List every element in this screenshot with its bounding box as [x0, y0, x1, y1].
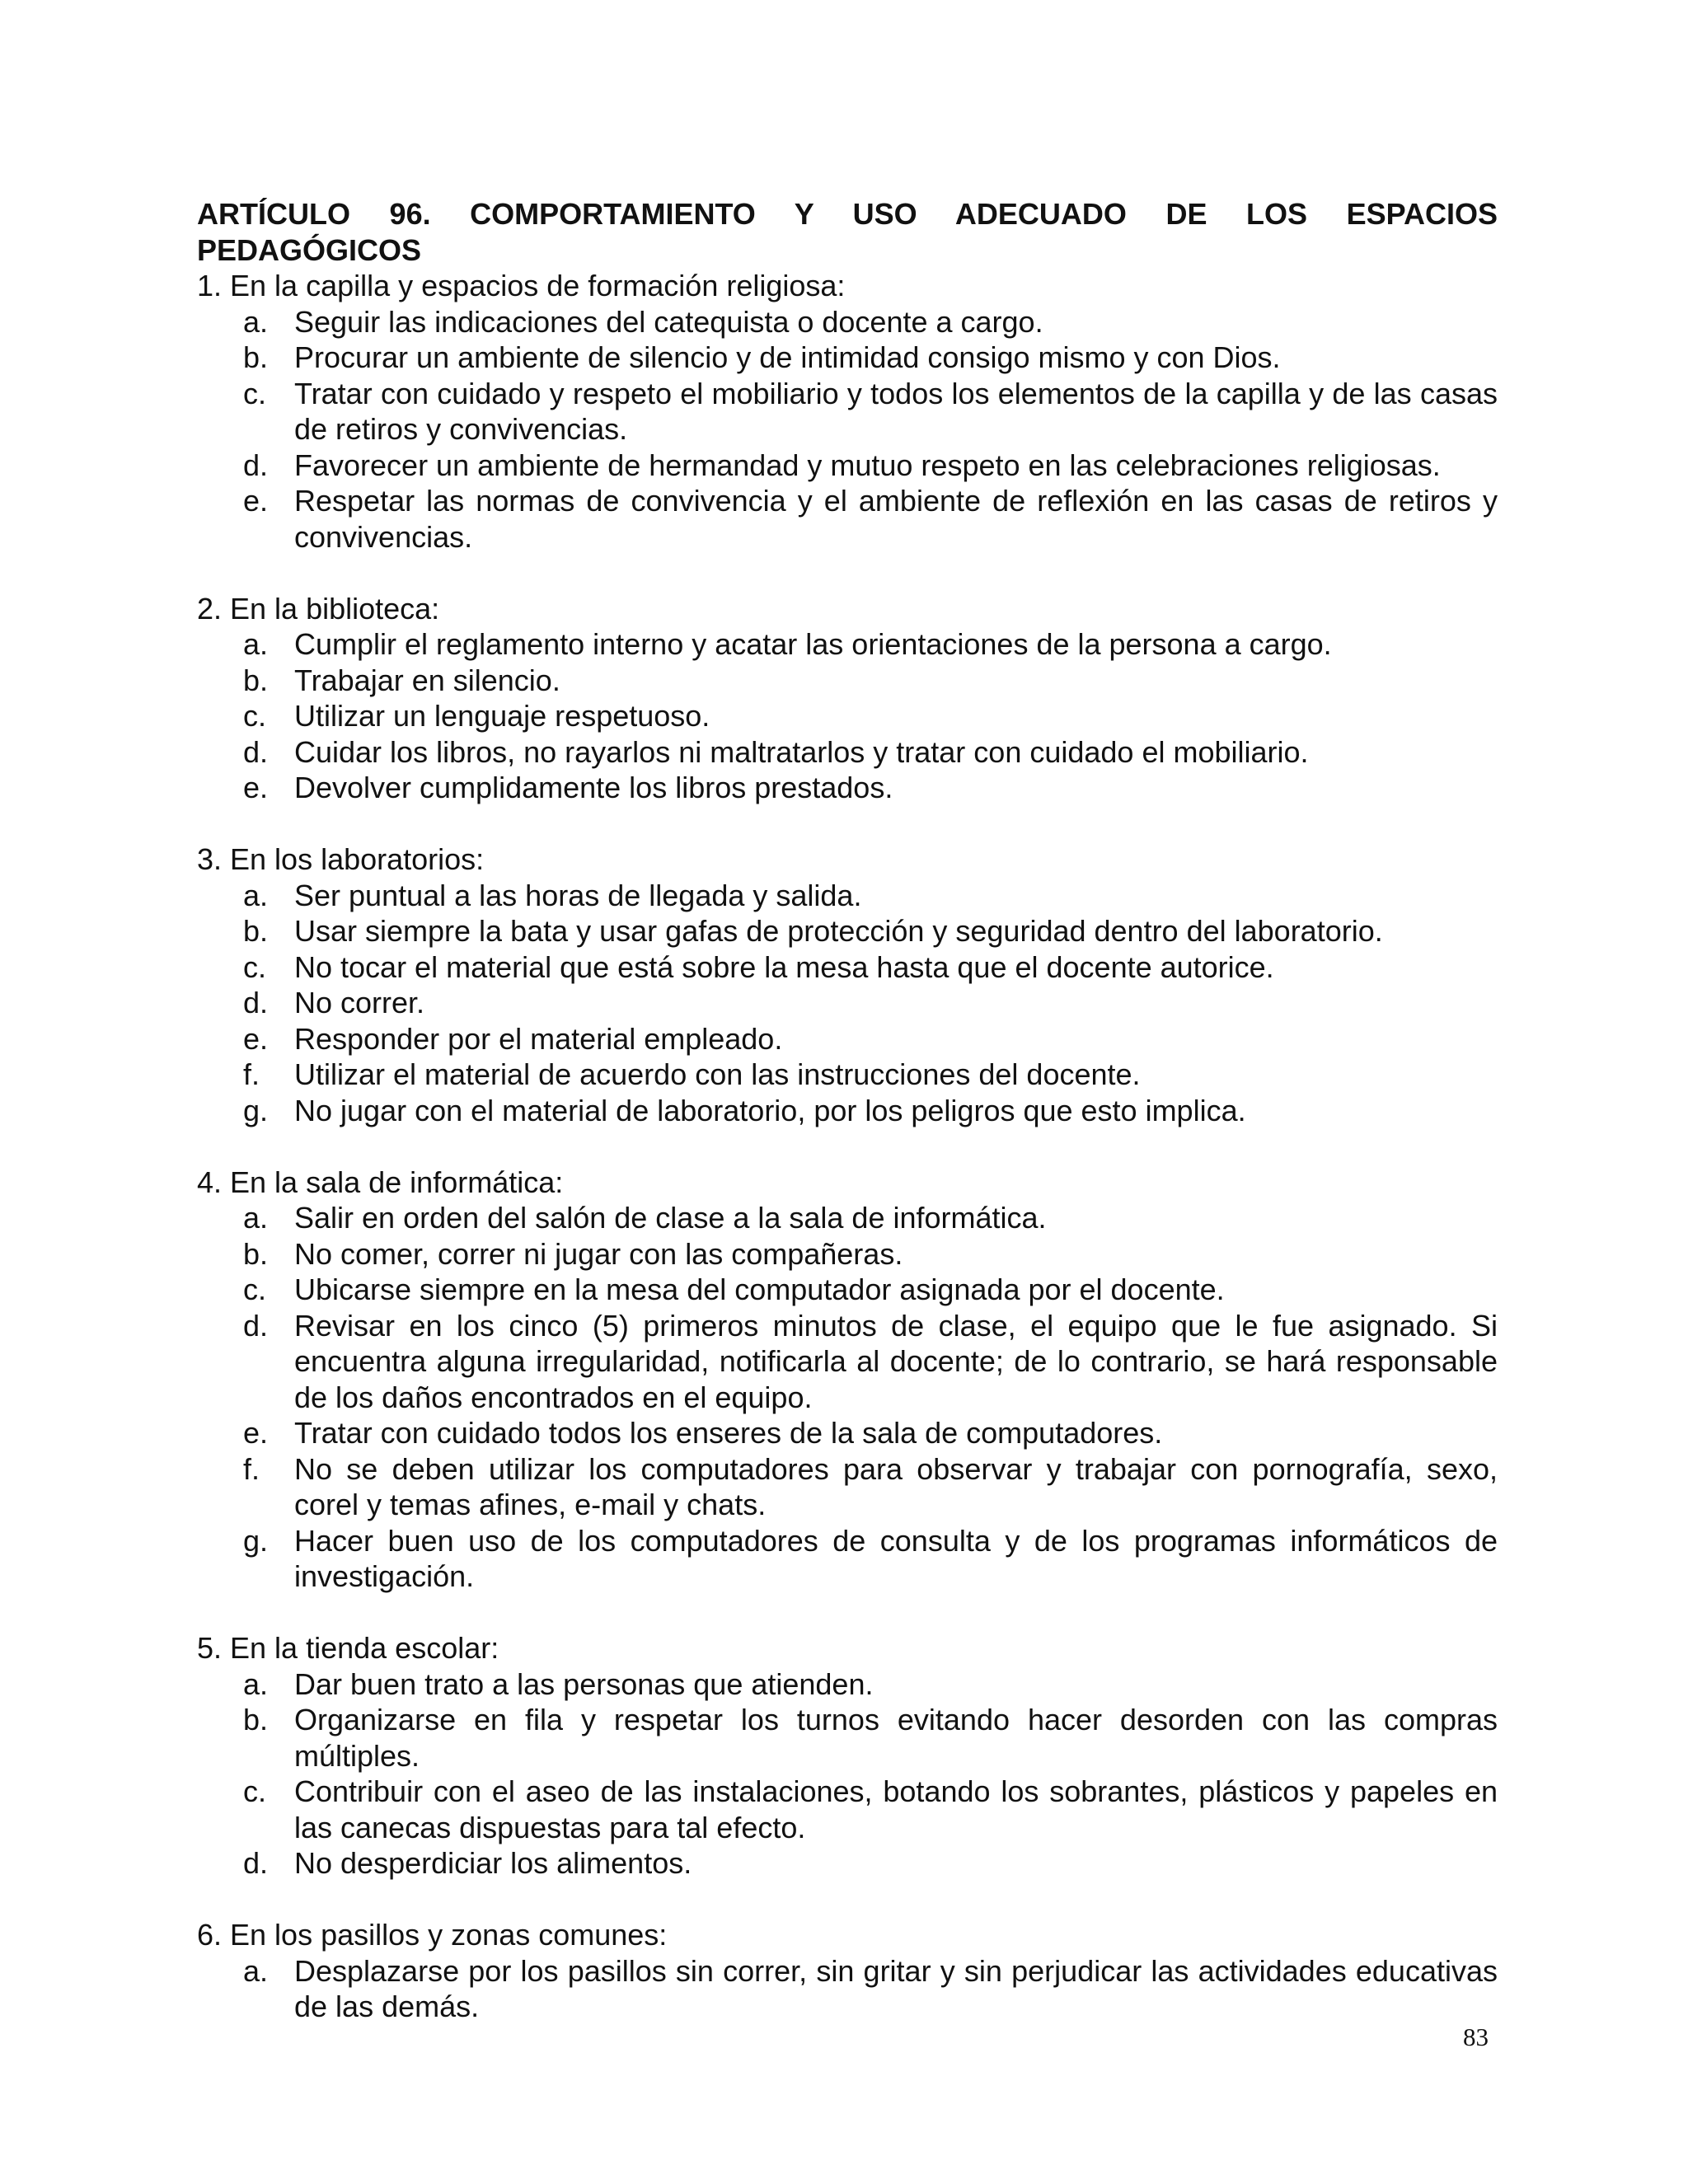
list-item — [197, 626, 1498, 663]
item-text: Dar buen trato a las personas que atienden. — [294, 1666, 874, 1701]
item-text: No tocar el material que está sobre la mesa hasta que el docente autorice. — [294, 949, 1274, 984]
page-number: 83 — [1463, 2022, 1489, 2051]
section — [197, 841, 1498, 1128]
item-text: Favorecer un ambiente de hermandad y mutuo respeto en las celebraciones religiosas. — [294, 448, 1441, 482]
item-letter: d. — [243, 1308, 269, 1343]
item-text: Utilizar el material de acuerdo con las instrucciones del docente. — [294, 1057, 1141, 1091]
list-item — [197, 448, 1498, 484]
item-letter: g. — [243, 1093, 269, 1127]
item-letter: g. — [243, 1523, 269, 1558]
article-title-continuation: PEDAGÓGICOS — [197, 232, 422, 267]
item-text: Contribuir con el aseo de las instalaciones, botando los sobrantes, plásticos y papeles en las canecas dispuestas para tal efecto. — [294, 1774, 1498, 1844]
item-text: Hacer buen uso de los computadores de consulta y de los programas informáticos de investigación. — [294, 1523, 1498, 1593]
item-letter: e. — [243, 484, 269, 518]
list-item — [197, 340, 1498, 376]
item-letter: a. — [243, 1953, 269, 1988]
item-text: Cuidar los libros, no rayarlos ni maltratarlos y tratar con cuidado el mobiliario. — [294, 734, 1309, 769]
list-item — [197, 949, 1498, 986]
section-heading: 2. En la biblioteca: — [197, 591, 440, 626]
item-letter: a. — [243, 627, 269, 661]
item-letter: e. — [243, 771, 269, 804]
section — [197, 1165, 1498, 1595]
item-letter: a. — [243, 1666, 269, 1701]
list-item — [197, 1057, 1498, 1093]
list-item — [197, 1953, 1498, 2025]
list-item — [197, 913, 1498, 949]
item-text: Revisar en los cinco (5) primeros minutos de clase, el equipo que le fue asignado. Si encuentra alguna irregularidad, notificarla al docente; de lo contrario, se hará responsable de los daños encontrados en el equipo. — [294, 1308, 1498, 1414]
item-text: Seguir las indicaciones del catequista o docente a cargo. — [294, 304, 1043, 339]
item-text: Procurar un ambiente de silencio y de intimidad consigo mismo y con Dios. — [294, 340, 1281, 374]
item-letter: b. — [243, 1703, 269, 1736]
list-item — [197, 376, 1498, 448]
item-letter: a. — [243, 1201, 269, 1235]
item-text: Salir en orden del salón de clase a la sala de informática. — [294, 1201, 1047, 1235]
item-letter: c. — [243, 949, 267, 984]
item-list — [197, 304, 1498, 555]
section-heading: 5. En la tienda escolar: — [197, 1631, 499, 1665]
article-title: ARTÍCULO 96. COMPORTAMIENTO Y USO ADECUADO DE LOS ESPACIOS — [197, 197, 1498, 231]
item-letter: e. — [243, 1416, 269, 1450]
section — [197, 591, 1498, 806]
list-item — [197, 1451, 1498, 1523]
list-item — [197, 878, 1498, 914]
item-text: No se deben utilizar los computadores para observar y trabajar con pornografía, sexo, corel y temas afines, e-mail y chats. — [294, 1451, 1498, 1521]
item-text: Devolver cumplidamente los libros prestados. — [294, 771, 893, 804]
section — [197, 1630, 1498, 1882]
list-item — [197, 1093, 1498, 1129]
item-list — [197, 626, 1498, 806]
item-letter: b. — [243, 914, 269, 948]
item-text: Trabajar en silencio. — [294, 663, 560, 697]
list-item — [197, 1702, 1498, 1774]
item-text: Tratar con cuidado todos los enseres de la sala de computadores. — [294, 1416, 1163, 1450]
item-list — [197, 1200, 1498, 1595]
item-letter: e. — [243, 1021, 269, 1056]
list-item — [197, 1200, 1498, 1236]
section-heading: 6. En los pasillos y zonas comunes: — [197, 1918, 668, 1952]
item-letter: b. — [243, 340, 269, 374]
item-text: No desperdiciar los alimentos. — [294, 1846, 692, 1880]
list-item — [197, 1845, 1498, 1882]
list-item — [197, 1774, 1498, 1845]
list-item — [197, 985, 1498, 1021]
item-text: Responder por el material empleado. — [294, 1021, 783, 1056]
section — [197, 268, 1498, 555]
list-item — [197, 1415, 1498, 1451]
item-letter: a. — [243, 878, 269, 912]
item-letter: c. — [243, 1774, 267, 1808]
item-text: Usar siempre la bata y usar gafas de protección y seguridad dentro del laboratorio. — [294, 914, 1383, 948]
list-item — [197, 1021, 1498, 1057]
item-text: Ser puntual a las horas de llegada y salida. — [294, 878, 862, 912]
item-text: Desplazarse por los pasillos sin correr, sin gritar y sin perjudicar las actividades educativas de las demás. — [294, 1953, 1498, 2023]
item-letter: f. — [243, 1451, 260, 1486]
list-item — [197, 483, 1498, 555]
item-text: No comer, correr ni jugar con las compañeras. — [294, 1236, 903, 1271]
list-item — [197, 1666, 1498, 1703]
item-letter: f. — [243, 1057, 260, 1091]
item-list — [197, 1953, 1498, 2025]
section-heading: 1. En la capilla y espacios de formación religiosa: — [197, 269, 846, 302]
item-letter: d. — [243, 1846, 269, 1880]
list-item — [197, 1272, 1498, 1308]
item-text: Organizarse en fila y respetar los turnos evitando hacer desorden con las compras múltiples. — [294, 1703, 1498, 1773]
item-letter: b. — [243, 663, 269, 697]
item-list — [197, 878, 1498, 1129]
list-item — [197, 304, 1498, 340]
item-letter: d. — [243, 448, 269, 482]
section-heading: 4. En la sala de informática: — [197, 1165, 564, 1199]
item-letter: d. — [243, 734, 269, 769]
list-item — [197, 770, 1498, 806]
item-text: Ubicarse siempre en la mesa del computador asignada por el docente. — [294, 1272, 1225, 1306]
item-letter: d. — [243, 986, 269, 1019]
item-list — [197, 1666, 1498, 1882]
list-item — [197, 698, 1498, 734]
section — [197, 1917, 1498, 2025]
list-item — [197, 1523, 1498, 1595]
item-letter: b. — [243, 1236, 269, 1271]
section-heading: 3. En los laboratorios: — [197, 842, 485, 876]
item-letter: c. — [243, 1272, 267, 1306]
list-item — [197, 663, 1498, 699]
item-text: Utilizar un lenguaje respetuoso. — [294, 699, 710, 733]
sections-container — [197, 268, 1498, 2025]
list-item — [197, 734, 1498, 771]
item-letter: c. — [243, 376, 267, 410]
item-text: Tratar con cuidado y respeto el mobiliario y todos los elementos de la capilla y de las casas de retiros y convivencias. — [294, 376, 1498, 446]
item-text: No jugar con el material de laboratorio, por los peligros que esto implica. — [294, 1093, 1246, 1127]
item-letter: a. — [243, 304, 269, 339]
item-letter: c. — [243, 699, 267, 733]
list-item — [197, 1236, 1498, 1272]
item-text: No correr. — [294, 986, 425, 1019]
item-text: Cumplir el reglamento interno y acatar las orientaciones de la persona a cargo. — [294, 627, 1332, 661]
page-content — [197, 196, 1498, 2060]
item-text: Respetar las normas de convivencia y el ambiente de reflexión en las casas de retiros y convivencias. — [294, 484, 1498, 554]
list-item — [197, 1308, 1498, 1416]
